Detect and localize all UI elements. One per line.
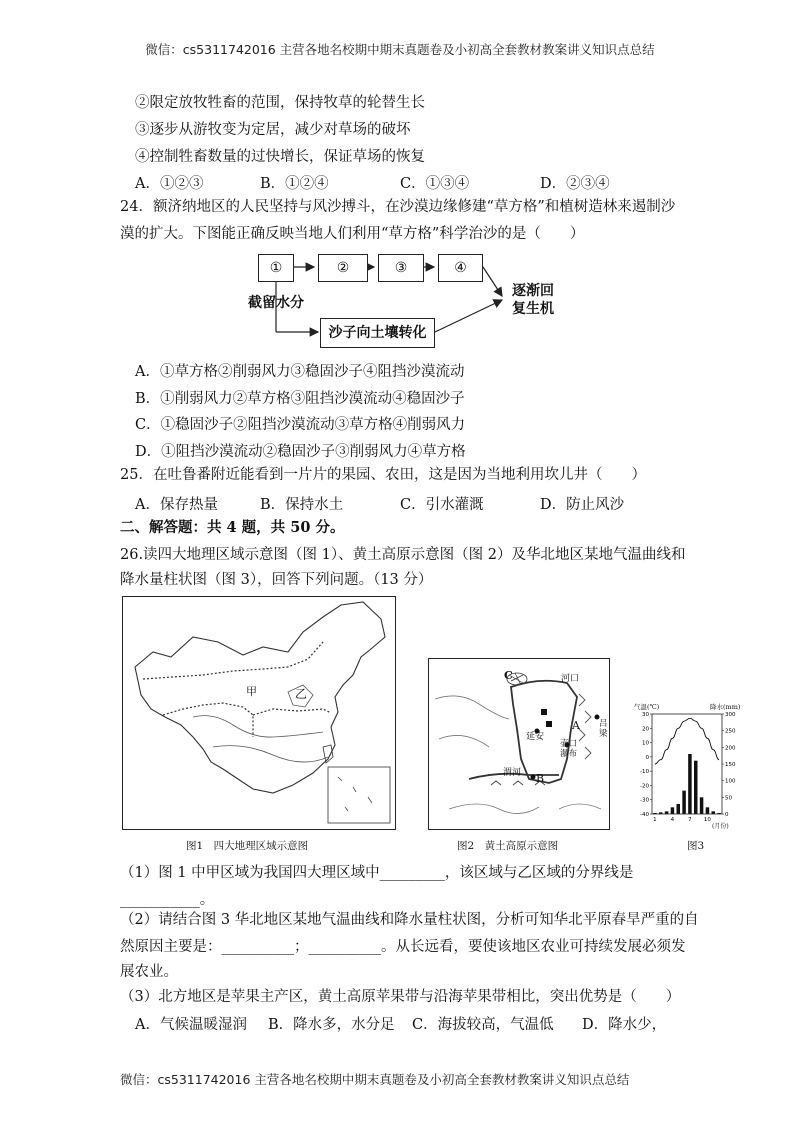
point-b-label: B — [536, 772, 545, 785]
precip-bar — [671, 807, 675, 814]
hekou-label: 河口 — [561, 674, 580, 684]
precip-bar — [688, 754, 692, 814]
region-yi-label: 乙 — [295, 687, 308, 701]
luliang-label — [599, 719, 608, 739]
q24-option-b: B．①削弱风力②草方格③阻挡沙漠流动④稳固沙子 — [135, 391, 465, 407]
chart-right-axis — [722, 712, 736, 818]
hukou-label — [560, 739, 577, 759]
hukou-label-line2: 瀑布 — [560, 749, 578, 759]
q26-stem-line1: 26.读四大地理区域示意图（图 1）、黄土高原示意图（图 2）及华北地区某地气温曲线和 — [120, 547, 686, 563]
q26-sub3-option-c: C．海拔较高，气温低 — [412, 1017, 554, 1033]
chart-x-ticks — [653, 817, 711, 823]
right-tick-label: 100 — [725, 778, 736, 785]
q26-stem-line2: 降水量柱状图（图 3），回答下列问题。（13 分） — [120, 572, 433, 588]
q25-option-c: C．引水灌溉 — [400, 497, 484, 513]
right-tick-label: 300 — [725, 712, 736, 718]
china-map-outline — [123, 597, 395, 829]
chart-xlabel: (月份) — [712, 823, 729, 830]
figure-2-map — [428, 658, 610, 830]
figure-3-chart — [632, 700, 742, 830]
right-tick-label: 250 — [725, 728, 736, 735]
recovery-label-line2: 复生机 — [512, 301, 554, 317]
q26-sub2-line1: （2）请结合图 3 华北地区某地气温曲线和降水量柱状图，分析可知华北平原春旱严重的自 — [120, 912, 699, 928]
page-footer: 微信：cs5311742016 主营各地名校期中期末真题卷及小初高全套教材教案讲义知识点总结 — [120, 1072, 630, 1087]
luliang-label-line1: 吕 — [599, 719, 608, 729]
right-tick-label: 50 — [725, 795, 732, 802]
q24-flow-diagram — [240, 248, 580, 348]
climate-chart-svg — [632, 700, 742, 830]
chart-plot-frame — [652, 714, 722, 814]
left-tick-label: 10 — [642, 740, 649, 747]
q26-sub3-option-b: B．降水多，水分足 — [268, 1017, 395, 1033]
hukou-label-line1: 壶口 — [560, 739, 578, 749]
q26-sub2-line2: 然原因主要是：__________；__________。从长远看，要使该地区农业可持续发展必须发 — [120, 939, 686, 955]
precip-bar — [677, 804, 681, 814]
retain-water-label: 截留水分 — [248, 295, 304, 311]
q26-sub3-stem: （3）北方地区是苹果主产区，黄土高原苹果带与沿海苹果带相比，突出优势是（ ） — [120, 989, 681, 1005]
q24-option-c: C．①稳固沙子②阻挡沙漠流动③草方格④削弱风力 — [135, 417, 466, 433]
x-tick-label: 7 — [688, 817, 692, 823]
q24-option-a: A．①草方格②削弱风力③稳固沙子④阻挡沙漠流动 — [135, 364, 465, 380]
q23-option-d: D．②③④ — [540, 176, 610, 192]
q23-option-c: C．①③④ — [400, 176, 470, 192]
left-tick-label: -40 — [640, 812, 649, 818]
right-tick-label: 0 — [725, 812, 729, 818]
chart-ylabel-left: 气温(℃) — [634, 703, 660, 711]
left-tick-label: -10 — [640, 769, 649, 776]
point-c-label: C — [504, 669, 513, 682]
x-tick-label: 10 — [703, 817, 711, 823]
q23-option-a: A．①②③ — [135, 176, 204, 192]
flow-box-2: ② — [318, 254, 368, 282]
left-tick-label: 20 — [642, 726, 649, 733]
q23-item-2: ②限定放牧牲畜的范围，保持牧草的轮替生长 — [135, 95, 425, 111]
x-tick-label: 4 — [670, 817, 675, 823]
chart-left-axis — [640, 712, 652, 818]
precip-bar — [682, 791, 686, 814]
figure-1-caption: 图1 四大地理区域示意图 — [186, 840, 309, 852]
recovery-label — [512, 282, 554, 318]
q23-item-3: ③逐步从游牧变为定居，减少对草场的破坏 — [135, 122, 411, 138]
q25-option-b: B．保持水土 — [260, 497, 344, 513]
q26-sub1-line2: ___________。 — [120, 892, 215, 908]
q24-stem-line2: 漠的扩大。下图能正确反映当地人们利用“草方格”科学治沙的是（ ） — [120, 226, 585, 242]
precip-bar — [665, 811, 669, 814]
q26-sub2-line3: 展农业。 — [120, 964, 178, 980]
flow-box-3: ③ — [378, 254, 424, 282]
left-tick-label: 30 — [642, 712, 649, 718]
figure-1-map — [122, 596, 396, 830]
temperature-curve — [655, 718, 719, 764]
page-header: 微信：cs5311742016 主营各地名校期中期末真题卷及小初高全套教材教案讲义知识点总结 — [145, 42, 655, 57]
section-2-heading: 二、解答题：共 4 题，共 50 分。 — [120, 519, 345, 536]
figure-2-caption: 图2 黄土高原示意图 — [457, 840, 559, 852]
precip-bar — [706, 807, 710, 814]
q26-sub3-option-a: A．气候温暖湿润 — [135, 1017, 247, 1033]
recovery-label-line1: 逐渐回 — [512, 283, 554, 299]
loess-map-outline — [429, 659, 609, 829]
precip-bar — [694, 761, 698, 814]
x-tick-label: 1 — [653, 817, 657, 823]
figure-3-caption: 图3 — [687, 840, 705, 852]
precipitation-bars — [653, 754, 721, 814]
point-a-label: A — [572, 719, 580, 732]
weihe-label: 渭河 — [503, 768, 522, 778]
q26-sub1-line1: （1）图 1 中甲区域为我国四大理区域中_________，该区域与乙区域的分界线是 — [120, 865, 634, 881]
left-tick-label: -30 — [640, 797, 649, 804]
q23-option-b: B．①②④ — [260, 176, 329, 192]
q24-option-d: D．①阻挡沙漠流动②稳固沙子③削弱风力④草方格 — [135, 444, 466, 460]
q26-sub3-option-d: D．降水少， — [582, 1017, 667, 1033]
left-tick-label: 0 — [645, 754, 649, 761]
right-tick-label: 200 — [725, 745, 736, 752]
precip-bar — [712, 811, 716, 814]
yanan-label: 延安 — [526, 732, 545, 742]
flow-box-4: ④ — [438, 254, 483, 282]
q25-option-d: D．防止风沙 — [540, 497, 625, 513]
sand-to-soil-box: 沙子向土壤转化 — [320, 318, 435, 348]
luliang-label-line2: 梁 — [599, 729, 608, 739]
flow-box-1: ① — [258, 254, 294, 282]
precip-bar — [700, 797, 704, 814]
q23-item-4: ④控制牲畜数量的过快增长，保证草场的恢复 — [135, 149, 425, 165]
chart-ylabel-right: 降水(mm) — [710, 703, 741, 711]
q25-stem: 25．在吐鲁番附近能看到一片片的果园、农田，这是因为当地利用坎儿井（ ） — [120, 467, 646, 483]
q24-stem-line1: 24．额济纳地区的人民坚持与风沙搏斗，在沙漠边缘修建“草方格”和植树造林来遏制沙 — [120, 199, 676, 215]
region-jia-label: 甲 — [246, 685, 257, 698]
right-tick-label: 150 — [725, 762, 736, 768]
left-tick-label: -20 — [640, 783, 649, 790]
q25-option-a: A．保存热量 — [135, 497, 218, 513]
